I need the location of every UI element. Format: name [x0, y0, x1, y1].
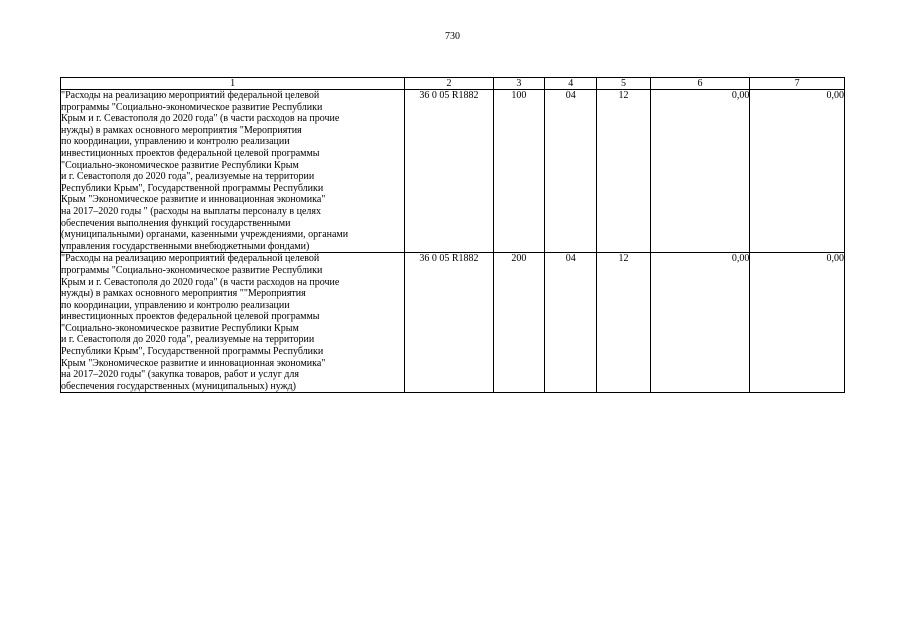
description-line: нужды) в рамках основного мероприятия "Мероприятия — [61, 124, 302, 136]
description-line: "Социально-экономическое развитие Республики Крым — [61, 159, 299, 171]
row-col4: 04 — [545, 253, 597, 393]
header-row — [61, 78, 845, 90]
row-code: 36 0 05 R1882 — [405, 253, 494, 393]
header-col-5: 5 — [597, 78, 650, 90]
description-line: управления государственными внебюджетными фондами) — [61, 240, 310, 252]
table-row — [61, 90, 845, 253]
description-line: и г. Севастополя до 2020 года", реализуемые на территории — [61, 171, 315, 183]
table-row — [61, 253, 845, 393]
row-col5: 12 — [597, 90, 650, 253]
row-code: 36 0 05 R1882 — [405, 90, 494, 253]
description-line: Крым и г. Севастополя до 2020 года" (в части расходов на прочие — [61, 113, 340, 125]
description-line: на 2017–2020 годы " (расходы на выплаты персоналу в целях — [61, 205, 321, 217]
row-col6: 0,00 — [650, 253, 750, 393]
row-col3: 100 — [493, 90, 544, 253]
description-line: Крым и г. Севастополя до 2020 года" (в части расходов на прочие — [61, 276, 340, 288]
row-col7: 0,00 — [750, 253, 845, 393]
description-line: Крым "Экономическое развитие и инновационная экономика" — [61, 357, 326, 369]
row-col3: 200 — [493, 253, 544, 393]
description-line: программы "Социально-экономическое развитие Республики — [61, 101, 323, 113]
description-line: Республики Крым", Государственной программы Республики — [61, 346, 324, 358]
description-line: (муниципальными) органами, казенными учреждениями, органами — [61, 229, 349, 241]
header-col-7: 7 — [750, 78, 845, 90]
description-line: обеспечения выполнения функций государственными — [61, 217, 291, 229]
budget-table — [60, 77, 845, 393]
header-col-6: 6 — [650, 78, 750, 90]
row-col7: 0,00 — [750, 90, 845, 253]
row-description — [61, 90, 405, 253]
header-col-2: 2 — [405, 78, 494, 90]
row-col4: 04 — [545, 90, 597, 253]
header-col-4: 4 — [545, 78, 597, 90]
description-line: "Социально-экономическое развитие Республики Крым — [61, 322, 299, 334]
description-line: нужды) в рамках основного мероприятия ""Мероприятия — [61, 288, 306, 300]
description-line: по координации, управлению и контролю реализации — [61, 299, 290, 311]
description-line: программы "Социально-экономическое развитие Республики — [61, 264, 323, 276]
description-line: на 2017–2020 годы" (закупка товаров, работ и услуг для — [61, 369, 299, 381]
description-line: "Расходы на реализацию мероприятий федеральной целевой — [61, 90, 320, 101]
description-line: инвестиционных проектов федеральной целевой программы — [61, 311, 320, 323]
description-line: обеспечения государственных (муниципальных) нужд) — [61, 380, 296, 392]
description-line: Республики Крым", Государственной программы Республики — [61, 182, 324, 194]
header-col-1: 1 — [61, 78, 405, 90]
description-line: Крым "Экономическое развитие и инновационная экономика" — [61, 194, 326, 206]
row-col6: 0,00 — [650, 90, 750, 253]
header-col-3: 3 — [493, 78, 544, 90]
description-line: и г. Севастополя до 2020 года", реализуемые на территории — [61, 334, 315, 346]
description-line: инвестиционных проектов федеральной целевой программы — [61, 147, 320, 159]
description-line: по координации, управлению и контролю реализации — [61, 136, 290, 148]
page-number: 730 — [445, 31, 460, 42]
row-description — [61, 253, 405, 393]
description-line: "Расходы на реализацию мероприятий федеральной целевой — [61, 253, 320, 265]
row-col5: 12 — [597, 253, 650, 393]
